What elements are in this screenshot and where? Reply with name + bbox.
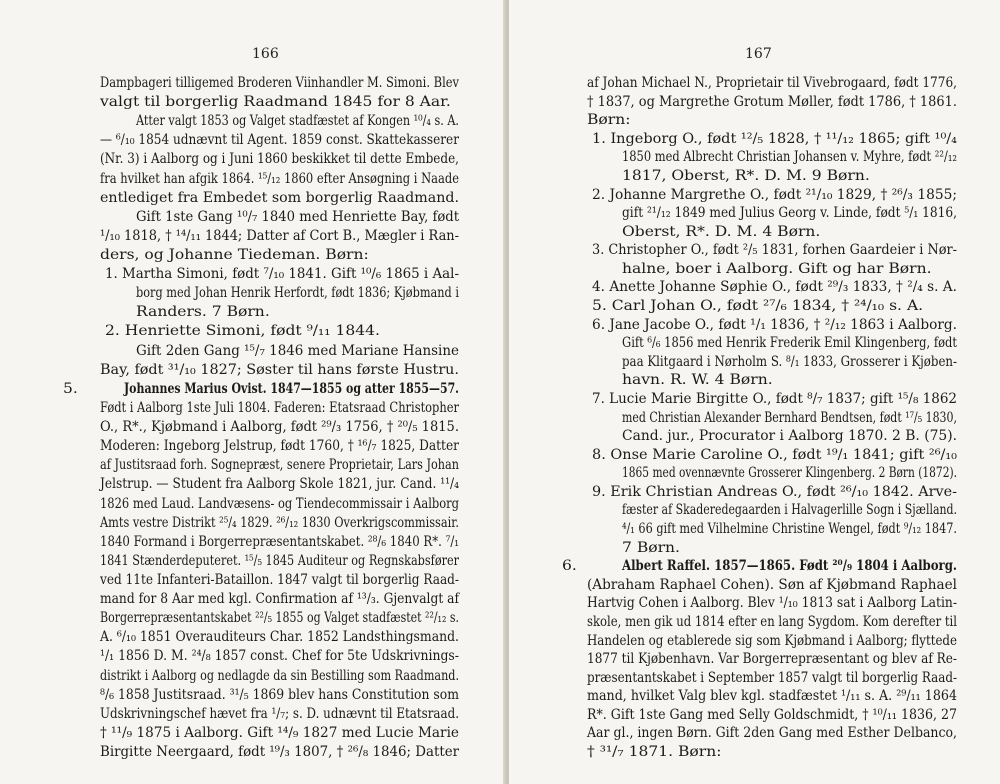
text-line: af Johan Michael N., Proprietair til Vivebrogaard, født 1776, <box>587 75 957 91</box>
text-line: præsentantskabet i September 1857 valgt til borgerlig Raad- <box>587 670 957 686</box>
text-line: valgt til borgerlig Raadmand 1845 for 8 Aar. <box>100 94 451 110</box>
text-line: Birgitte Neergaard, født ¹⁹/₃ 1807, † ²⁶/₈ 1846; Datter <box>100 744 459 760</box>
text-line: 9. Erik Christian Andreas O., født ²⁶/₁₀ 1842. Arve- <box>592 484 957 500</box>
text-line: 2. Johanne Margrethe O., født ²¹/₁₀ 1829, † ²⁶/₃ 1855; <box>592 187 957 203</box>
text-line: 1. Ingeborg O., født ¹²/₅ 1828, † ¹¹/₁₂ 1865; gift ¹⁰/₄ <box>592 131 957 147</box>
text-line: med Christian Alexander Bernhard Bendtsen, født ¹⁷/₅ 1830, <box>622 410 957 426</box>
text-line: 1817, Oberst, R*. D. M. 9 Børn. <box>622 168 870 184</box>
text-line: 7. Lucie Marie Birgitte O., født ⁸/₇ 1837; gift ¹⁵/₈ 1862 <box>592 391 957 407</box>
text-line: † ¹¹/₉ 1875 i Aalborg. Gift ¹⁴/₉ 1827 med Lucie Marie <box>100 725 459 741</box>
text-line: 1. Martha Simoni, født ⁷/₁₀ 1841. Gift ¹⁰/₆ 1865 i Aal- <box>105 266 459 282</box>
text-line: fra hvilket han afgik 1864. ¹⁵/₁₂ 1860 efter Ansøgning i Naade <box>100 171 459 187</box>
text-line: ders, og Johanne Tiedeman. Børn: <box>100 247 369 263</box>
text-line: ¹/₁ 1856 D. M. ²⁴/₈ 1857 const. Chef for 5te Udskrivnings- <box>100 648 459 664</box>
text-line: af Justitsraad forh. Sognepræst, senere Proprietair, Lars Johan <box>100 457 459 473</box>
text-line: Født i Aalborg 1ste Juli 1804. Faderen: Etatsraad Christopher <box>100 400 459 416</box>
text-line: Hartvig Cohen i Aalborg. Blev ¹/₁₀ 1813 sat i Aalborg Latin- <box>587 595 957 611</box>
text-line: Bay, født ³¹/₁₀ 1827; Søster til hans første Hustru. <box>100 362 459 378</box>
text-line: Randers. 7 Børn. <box>136 304 270 320</box>
text-line: 8. Onse Marie Caroline O., født ¹⁹/₁ 1841; gift ²⁶/₁₀ <box>592 447 957 463</box>
text-line: † 1837, og Margrethe Grotum Møller, født 1786, † 1861. <box>587 94 957 110</box>
text-line: 4. Anette Johanne Søphie O., født ²⁹/₃ 1833, † ²/₄ s. A. <box>592 279 957 295</box>
text-line: halne, boer i Aalborg. Gift og har Børn. <box>622 261 932 277</box>
text-line: 6. Jane Jacobe O., født ¹/₁ 1836, † ²/₁₂ 1863 i Aalborg. <box>592 317 957 333</box>
text-line: borg med Johan Henrik Herfordt, født 1836; Kjøbmand i <box>136 285 459 301</box>
text-line: Borgerrepræsentantskabet ²²/₅ 1855 og Valget stadfæstet ²²/₁₂ s. <box>100 610 459 626</box>
text-line: 3. Christopher O., født ²/₅ 1831, forhen Gaardeier i Nør- <box>592 242 957 258</box>
text-line: 5. Carl Johan O., født ²⁷/₆ 1834, † ²⁴/₁₀ s. A. <box>592 298 924 314</box>
text-line: Handelen og etablerede sig som Kjøbmand i Aalborg; flyttede <box>587 633 957 649</box>
text-line: ¹/₁₀ 1818, † ¹⁴/₁₁ 1844; Datter af Cort B., Mægler i Ran- <box>100 228 459 244</box>
text-line: Gift ⁶/₆ 1856 med Henrik Frederik Emil Klingenberg, født <box>622 335 957 351</box>
text-line: ⁸/₆ 1858 Justitsraad. ³¹/₅ 1869 blev hans Constitution som <box>100 687 459 703</box>
right-page <box>509 0 1000 784</box>
text-line: R*. Gift 1ste Gang med Selly Goldschmidt, † ¹⁰/₁₁ 1836, 27 <box>587 707 957 723</box>
text-line: † ³¹/₇ 1871. Børn: <box>587 744 722 760</box>
text-line: ⁴/₁ 66 gift med Vilhelmine Christine Wengel, født ⁹/₁₂ 1847. <box>622 521 957 537</box>
text-line: entlediget fra Embedet som borgerlig Raadmand. <box>100 190 459 206</box>
text-line: Oberst, R*. D. M. 4 Børn. <box>622 224 821 240</box>
text-line: — ⁶/₁₀ 1854 udnævnt til Agent. 1859 const. Skattekasserer <box>100 132 459 148</box>
text-line: skole, men gik ud 1814 efter en lang Sygdom. Kom derefter til <box>587 614 957 630</box>
text-line: paa Klitgaard i Nørholm S. ⁸/₁ 1833, Grosserer i Kjøben- <box>622 354 957 370</box>
text-line: 5. <box>63 381 78 397</box>
text-line: 1841 Stænderdeputeret. ¹⁵/₅ 1845 Auditeur og Regnskabsfører <box>100 553 459 569</box>
text-line: Gift 2den Gang ¹⁵/₇ 1846 med Mariane Hansine <box>136 343 459 359</box>
text-line: ved 11te Infanteri-Bataillon. 1847 valgt til borgerlig Raad- <box>100 572 459 588</box>
text-line: A. ⁶/₁₀ 1851 Overauditeurs Char. 1852 Landsthingsmand. <box>100 629 459 645</box>
text-line: fæster af Skaderedegaarden i Halvagerlille Sogn i Sjælland. <box>622 502 957 518</box>
text-line: Albert Raffel. 1857—1865. Født ²⁰/₉ 1804 i Aalborg. <box>622 557 957 574</box>
text-line: havn. R. W. 4 Børn. <box>622 372 773 388</box>
text-line: 1850 med Albrecht Christian Johansen v. Myhre, født ²²/₁₂ <box>622 149 957 165</box>
text-line: Jelstrup. — Student fra Aalborg Skole 1821, jur. Cand. ¹¹/₄ <box>100 476 459 492</box>
text-line: distrikt i Aalborg og nedlagde da sin Bestilling som Raadmand. <box>100 668 459 684</box>
text-line: 1865 med ovennævnte Grosserer Klingenberg. 2 Børn (1872). <box>622 465 957 481</box>
text-line: 1840 Formand i Borgerrepræsentantskabet. ²⁸/₆ 1840 R*. ⁷/₁ <box>100 534 459 550</box>
text-line: Moderen: Ingeborg Jelstrup, født 1760, † ¹⁶/₇ 1825, Datter <box>100 438 459 454</box>
text-line: 1877 til Kjøbenhavn. Var Borgerrepræsentant og blev af Re- <box>587 651 957 667</box>
text-line: 7 Børn. <box>622 540 680 556</box>
page-number: 166 <box>252 46 279 62</box>
text-line: Dampbageri tilligemed Broderen Viinhandler M. Simoni. Blev <box>100 75 459 91</box>
text-line: (Nr. 3) i Aalborg og i Juni 1860 beskikket til dette Embede, <box>100 151 459 167</box>
text-line: Amts vestre Distrikt ²⁵/₄ 1829. ²⁶/₁₂ 1830 Overkrigscommissair. <box>100 515 459 531</box>
text-line: Aar gl., ingen Børn. Gift 2den Gang med Esther Delbanco, <box>587 725 957 741</box>
text-line: O., R*., Kjøbmand i Aalborg, født ²⁹/₃ 1756, † ²⁰/₅ 1815. <box>100 419 459 435</box>
text-line: Udskrivningschef hævet fra ¹/₇; s. D. udnævnt til Etatsraad. <box>100 706 459 722</box>
text-line: (Abraham Raphael Cohen). Søn af Kjøbmand Raphael <box>587 577 957 593</box>
text-line: Børn: <box>587 112 631 128</box>
text-line: gift ²¹/₁₂ 1849 med Julius Georg v. Linde, født ⁵/₁ 1816, <box>622 205 957 221</box>
text-line: 6. <box>562 558 577 574</box>
text-line: Atter valgt 1853 og Valget stadfæstet af Kongen ¹⁰/₄ s. A. <box>136 113 459 129</box>
text-line: 2. Henriette Simoni, født ⁹/₁₁ 1844. <box>105 323 380 339</box>
page-number: 167 <box>745 46 772 62</box>
text-line: Cand. jur., Procurator i Aalborg 1870. 2 B. (75). <box>622 428 957 444</box>
text-line: mand, hvilket Valg blev kgl. stadfæstet ¹/₁₁ s. A. ²⁹/₁₁ 1864 <box>587 688 957 704</box>
text-line: Johannes Marius Ovist. 1847—1855 og atter 1855—57. <box>124 380 459 397</box>
text-line: Gift 1ste Gang ¹⁰/₇ 1840 med Henriette Bay, født <box>136 209 459 225</box>
text-line: 1826 med Laud. Landvæsens- og Tiendecommissair i Aalborg <box>100 496 459 512</box>
text-line: mand for 8 Aar med kgl. Confirmation af ¹³/₃. Gjenvalgt af <box>100 591 459 607</box>
